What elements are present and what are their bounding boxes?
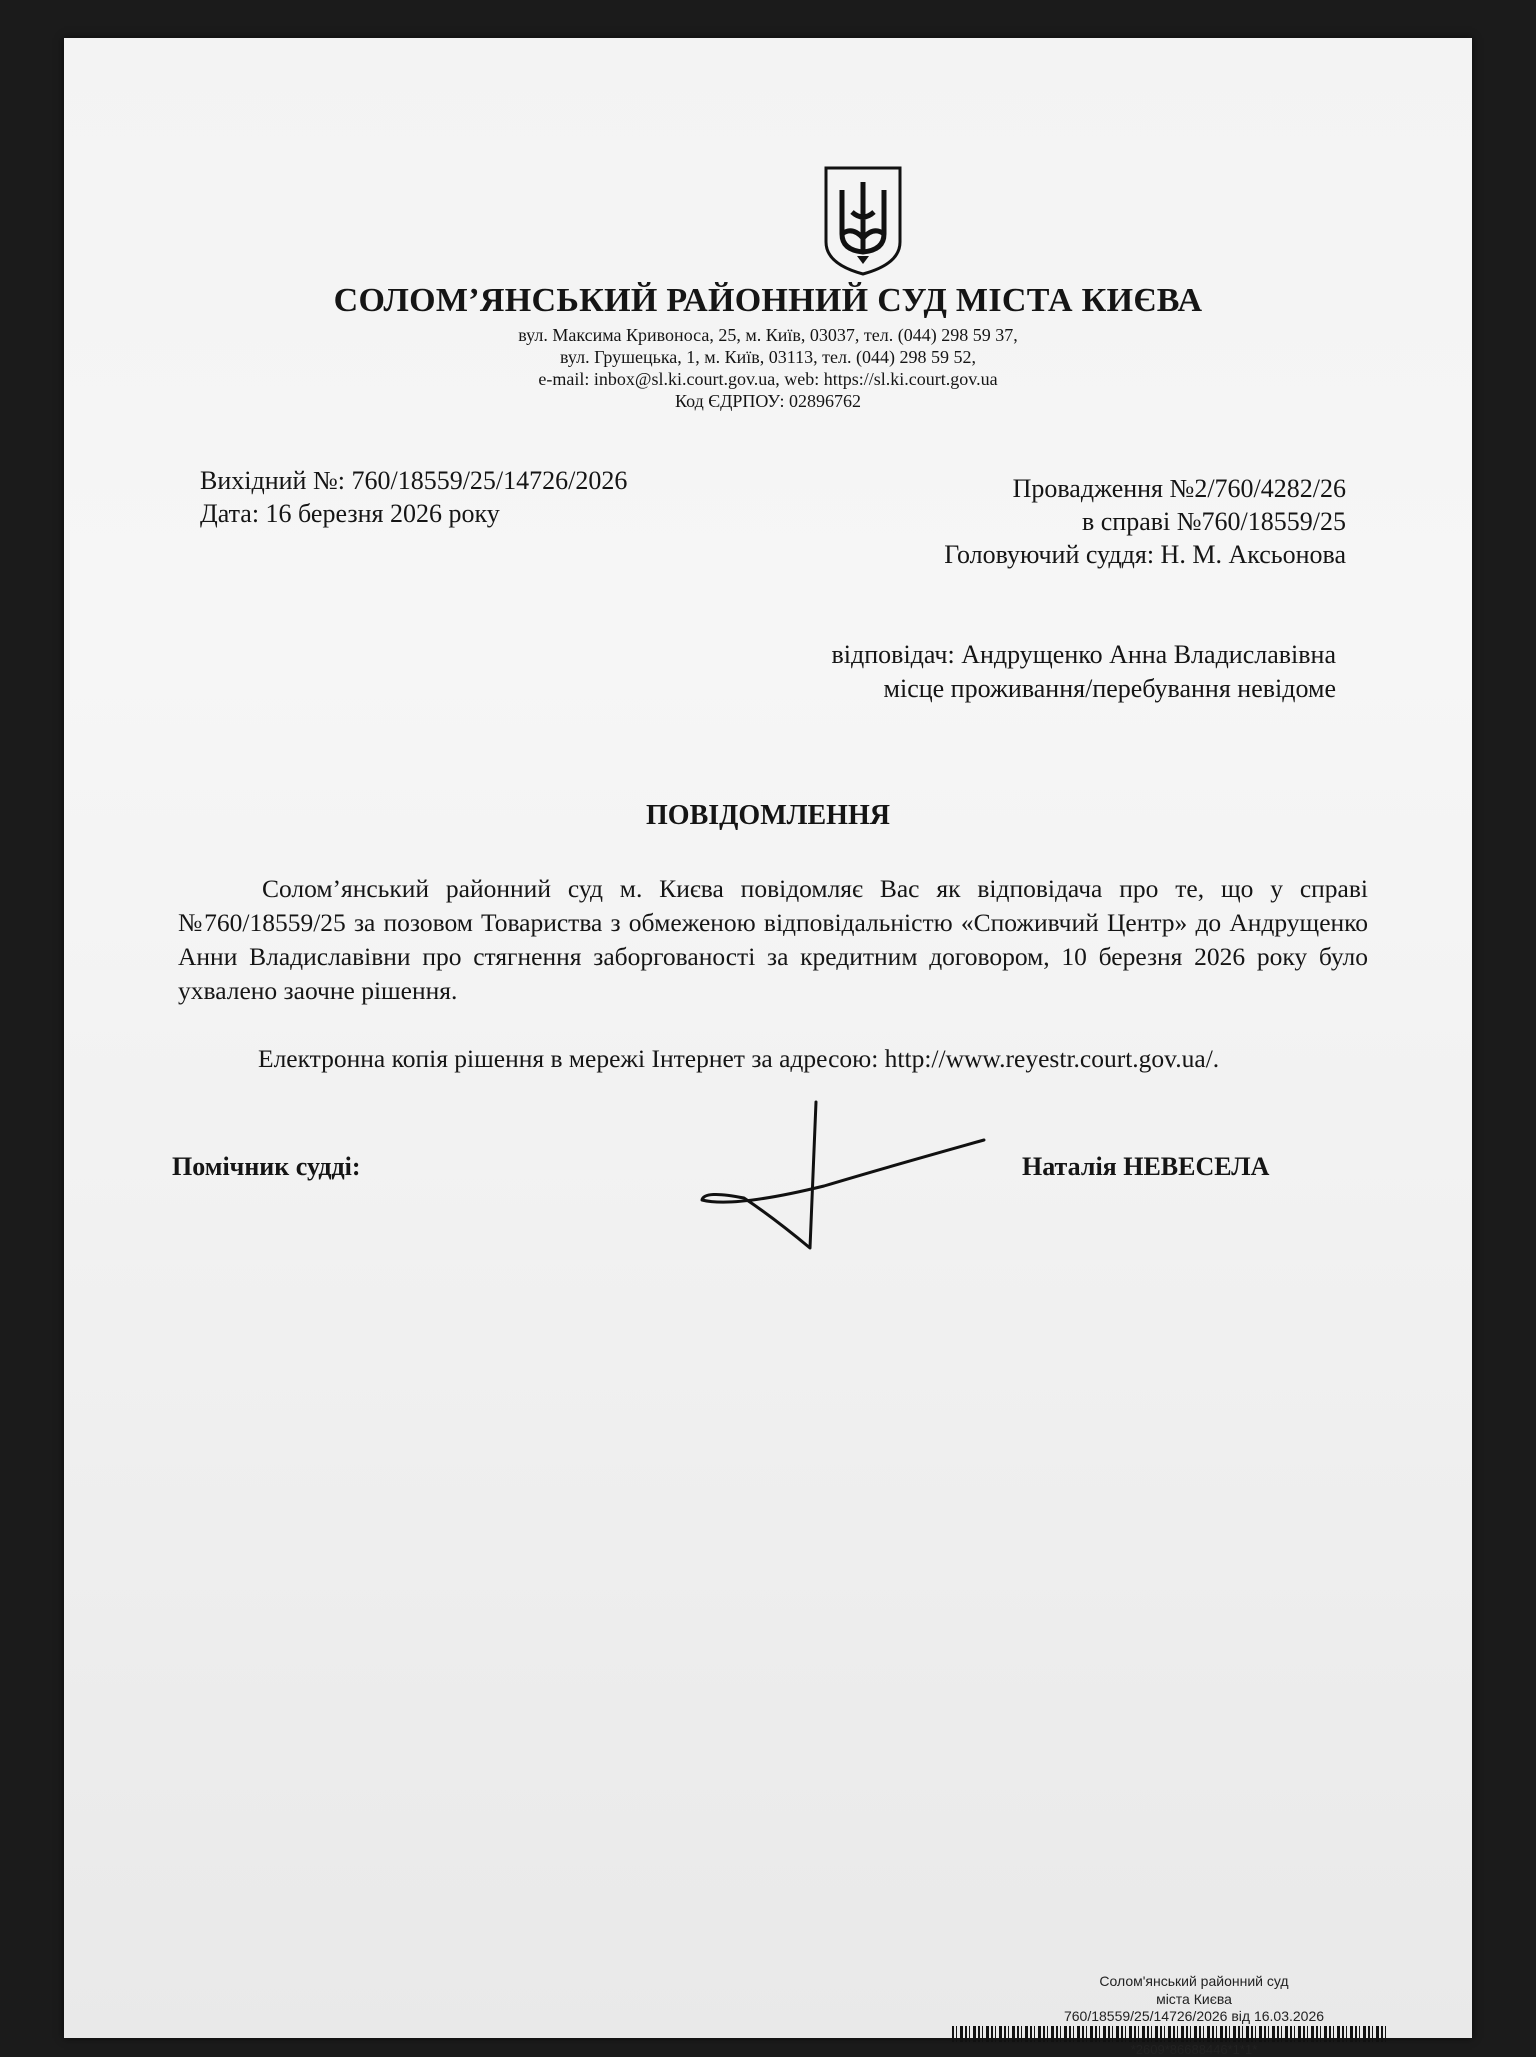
outgoing-block	[200, 464, 627, 530]
stamp-line-2: міста Києва	[1156, 1991, 1232, 2007]
court-address-2: вул. Грушецька, 1, м. Київ, 03113, тел. (044) 298 59 52,	[560, 347, 976, 367]
signer-name: Наталія НЕВЕСЕЛА	[1022, 1152, 1270, 1181]
court-edrpou: Код ЄДРПОУ: 02896762	[675, 391, 861, 411]
trident-emblem-icon	[822, 164, 904, 278]
registry-stamp	[1084, 1972, 1304, 2008]
barcode-number: *2609*86688446*1*1*	[1130, 2042, 1258, 2057]
proceeding-number: Провадження №2/760/4282/26	[1012, 474, 1346, 503]
court-address-1: вул. Максима Кривоноса, 25, м. Київ, 03037, тел. (044) 298 59 37,	[518, 325, 1018, 345]
court-name: СОЛОМ’ЯНСЬКИЙ РАЙОННИЙ СУД МІСТА КИЄВА	[333, 282, 1203, 319]
court-contacts: e-mail: inbox@sl.ki.court.gov.ua, web: https://sl.ki.court.gov.ua	[538, 369, 998, 389]
stamp-line-1: Солом'янський районний суд	[1099, 1973, 1289, 1989]
outgoing-date: Дата: 16 березня 2026 року	[200, 499, 500, 528]
addressee-block	[832, 638, 1336, 706]
defendant-name: відповідач: Андрущенко Анна Владиславівна	[831, 640, 1336, 669]
defendant-residence: місце проживання/перебування невідоме	[883, 674, 1336, 703]
case-block	[944, 472, 1346, 571]
barcode	[952, 2026, 1386, 2042]
case-number: в справі №760/18559/25	[1081, 507, 1346, 536]
outgoing-number: Вихідний №: 760/18559/25/14726/2026	[200, 466, 628, 495]
presiding-judge: Головуючий суддя: Н. М. Аксьонова	[944, 540, 1346, 569]
stamp-reference: 760/18559/25/14726/2026 від 16.03.2026	[1063, 2008, 1325, 2024]
handwritten-signature	[624, 1098, 1004, 1268]
signer-role: Помічник судді:	[172, 1152, 361, 1181]
document-title: ПОВІДОМЛЕННЯ	[646, 800, 890, 831]
notice-body: Солом’янський районний суд м. Києва повідомляє Вас як відповідача про те, що у справі №760/18559/25 за позовом Товариства з обмеженою відповідальністю «Споживчий Центр» до Андрущенко Анни Владиславівни про стягнення заборгованості за кредитним договором, 10 березня 2026 року було ухвалено заочне рішення.	[178, 874, 1368, 1005]
registry-link-line: Електронна копія рішення в мережі Інтернет за адресою: http://www.reyestr.court.gov.ua/.	[258, 1044, 1220, 1073]
document-page	[64, 38, 1472, 2057]
